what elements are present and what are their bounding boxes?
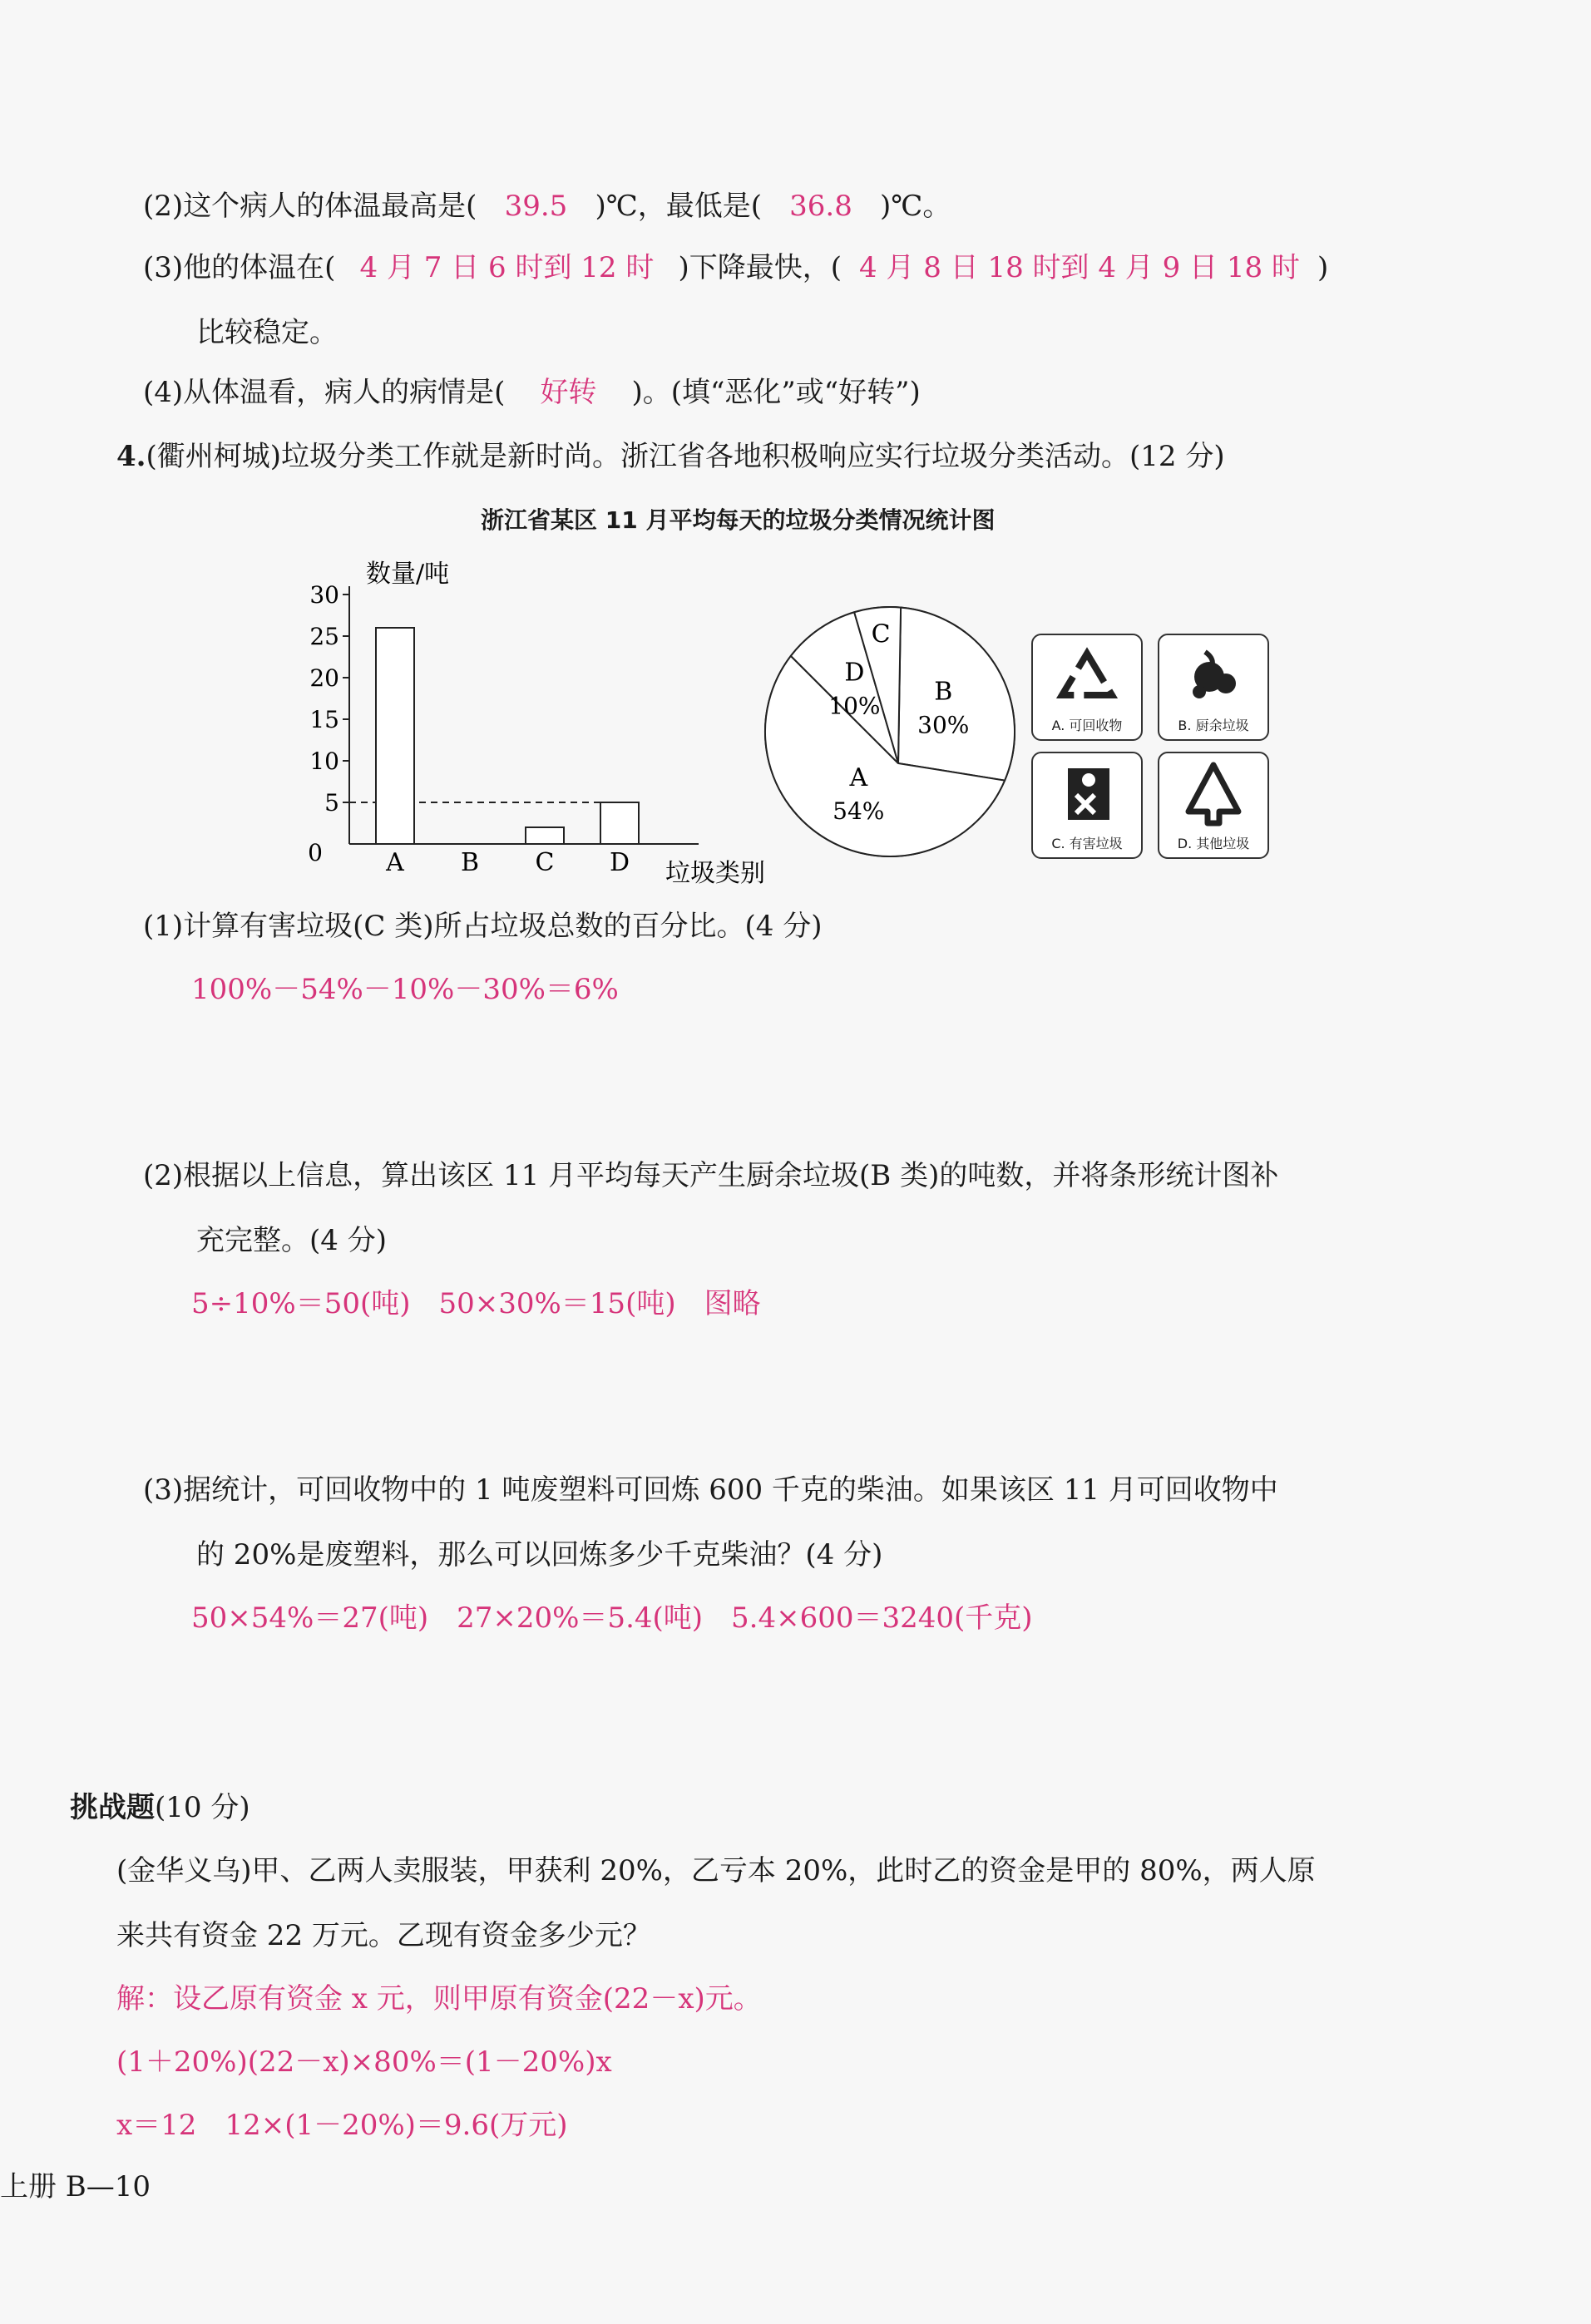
challenge-score: (10 分) [155, 1791, 250, 1824]
other-waste-icon [1159, 753, 1267, 832]
page-footer: 上册 B—10 [0, 2170, 151, 2203]
x-tick-label: A [386, 848, 404, 877]
pie-chart [757, 599, 1023, 873]
pie-slice-B [898, 608, 1015, 781]
text: )℃。 [880, 190, 951, 223]
recycle-card [1031, 634, 1143, 741]
pie-percent-label: 10% [828, 692, 881, 720]
pie-label: D [844, 658, 865, 688]
q3-part3 [143, 249, 1328, 286]
pie-label: B [934, 677, 953, 707]
q4-sub3-line2: 的 20%是废塑料，那么可以回炼多少千克柴油？(4 分) [196, 1538, 883, 1572]
challenge-answer2: (1＋20%)(22－x)×80%＝(1－20%)x [116, 2045, 612, 2079]
answer-min-temp: 36.8 [789, 190, 852, 223]
chart-title: 浙江省某区 11 月平均每天的垃圾分类情况统计图 [481, 506, 996, 534]
q4-sub2-line2: 充完整。(4 分) [196, 1224, 387, 1257]
q4-answer1: 100%－54%－10%－30%＝6% [191, 973, 619, 1006]
pie-percent-label: 30% [917, 711, 970, 739]
bar-A [376, 628, 414, 844]
hazardous-card [1031, 752, 1143, 859]
q4-stem [116, 438, 1225, 475]
q3-part2 [143, 188, 951, 225]
kitchen-waste-caption: B. 厨余垃圾 [1178, 718, 1249, 733]
answer-stable-period: 4 月 8 日 18 时到 4 月 9 日 18 时 [858, 251, 1300, 284]
pie-label: A [849, 762, 868, 792]
y-tick-label: 10 [309, 748, 339, 775]
y-tick-label: 0 [308, 839, 323, 866]
other-waste-caption: D. 其他垃圾 [1177, 836, 1250, 851]
y-tick-label: 25 [309, 623, 339, 650]
q4-sub2-line1: (2)根据以上信息，算出该区 11 月平均每天产生厨余垃圾(B 类)的吨数，并将条形统计图补 [143, 1159, 1279, 1192]
kitchen-waste-card [1158, 634, 1269, 741]
bar-D [600, 802, 639, 844]
q3-part4 [143, 374, 921, 411]
q4-number: 4. [116, 440, 146, 473]
answer-condition: 好转 [540, 376, 597, 409]
challenge-answer1: 解：设乙原有资金 x 元，则甲原有资金(22－x)元。 [116, 1982, 762, 2016]
challenge-answer3: x＝12 12×(1－20%)＝9.6(万元) [116, 2109, 568, 2142]
q4-sub3-line1: (3)据统计，可回收物中的 1 吨废塑料可回炼 600 千克的柴油。如果该区 11 月可回收物中 [143, 1473, 1278, 1507]
x-tick-label: D [609, 848, 630, 877]
text: )。(填“恶化”或“好转”) [631, 376, 921, 409]
answer-fastest-drop: 4 月 7 日 6 时到 12 时 [359, 251, 655, 284]
pie-label: C [871, 619, 891, 649]
text: (衢州柯城)垃圾分类工作就是新时尚。浙江省各地积极响应实行垃圾分类活动。(12 分) [146, 440, 1225, 473]
bar-chart [299, 549, 798, 890]
bar-C [526, 827, 564, 844]
text: )℃，最低是( [595, 190, 763, 223]
hazardous-caption: C. 有害垃圾 [1051, 836, 1123, 851]
pie-percent-label: 54% [833, 797, 885, 825]
x-tick-label: C [535, 848, 555, 877]
y-tick-label: 15 [309, 706, 339, 733]
text: ) [1317, 251, 1329, 284]
text: )下降最快，( [678, 251, 842, 284]
other-waste-card [1158, 752, 1269, 859]
challenge-title: 挑战题 [70, 1791, 155, 1824]
recycle-icon [1033, 635, 1141, 714]
y-tick-label: 5 [324, 789, 339, 817]
text: (3)他的体温在( [143, 251, 336, 284]
x-axis-label: 垃圾类别 [665, 859, 765, 888]
text: (4)从体温看，病人的病情是( [143, 376, 506, 409]
text: (2)这个病人的体温最高是( [143, 190, 477, 223]
challenge-line1: (金华义乌)甲、乙两人卖服装，甲获利 20%，乙亏本 20%，此时乙的资金是甲的 80%，两人原 [116, 1854, 1316, 1887]
q4-answer3: 50×54%＝27(吨) 27×20%＝5.4(吨) 5.4×600＝3240(千克) [191, 1601, 1033, 1635]
kitchen-waste-icon [1159, 635, 1267, 714]
hazardous-waste-icon [1033, 753, 1141, 832]
challenge-line2: 来共有资金 22 万元。乙现有资金多少元？ [116, 1919, 651, 1952]
answer-max-temp: 39.5 [504, 190, 568, 223]
q4-sub1: (1)计算有害垃圾(C 类)所占垃圾总数的百分比。(4 分) [143, 910, 823, 943]
challenge-header [70, 1789, 250, 1826]
q3-part3-cont: 比较稳定。 [196, 316, 338, 349]
y-tick-label: 30 [309, 581, 339, 609]
x-tick-label: B [460, 848, 480, 877]
y-tick-label: 20 [309, 664, 339, 692]
recycle-caption: A. 可回收物 [1051, 718, 1123, 733]
y-axis-label: 数量/吨 [366, 560, 450, 589]
q4-answer2: 5÷10%＝50(吨) 50×30%＝15(吨) 图略 [191, 1287, 761, 1320]
